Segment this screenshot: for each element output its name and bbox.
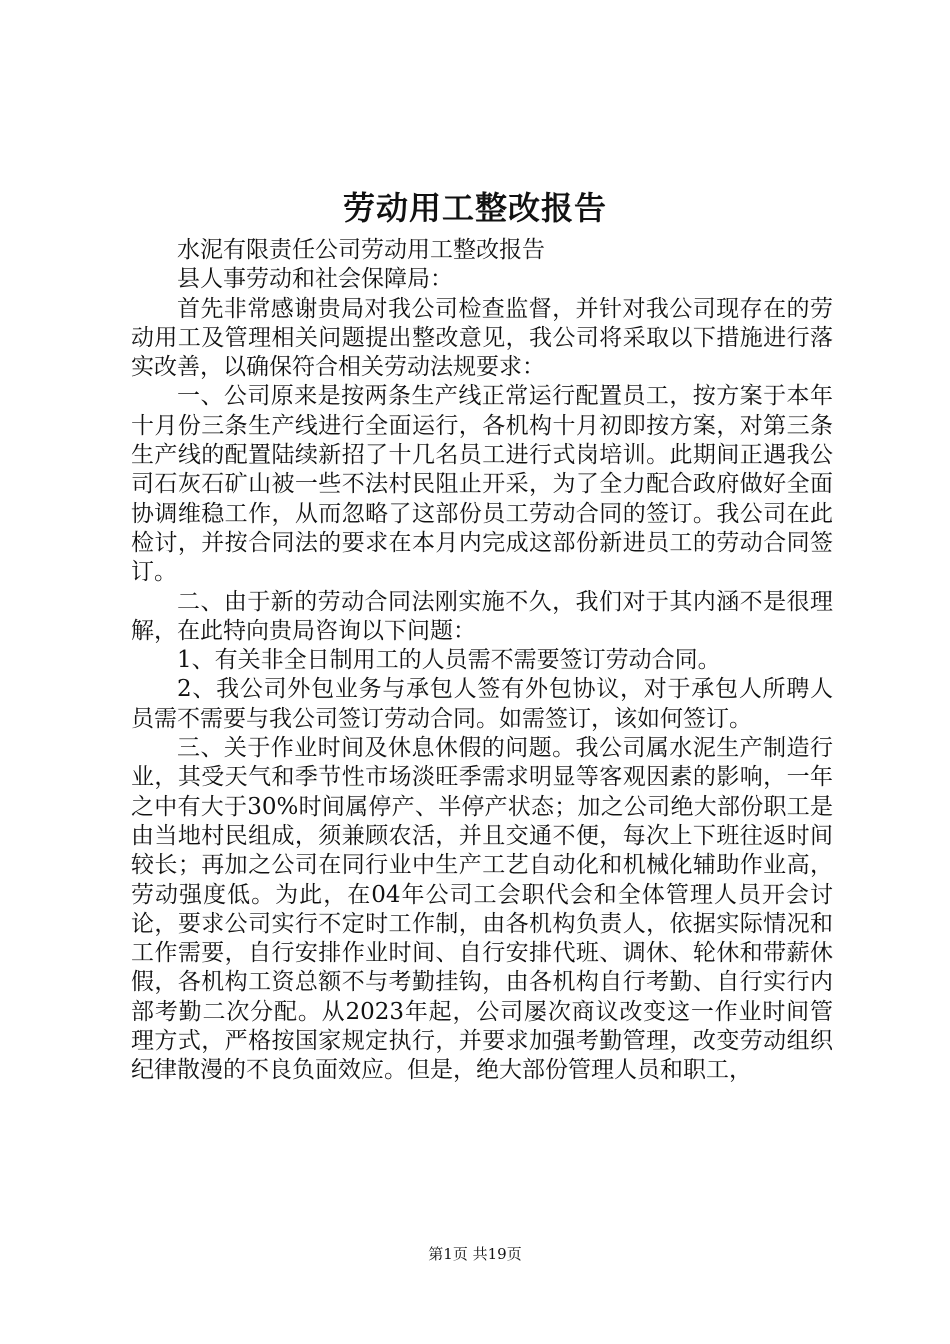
paragraph-section-3: 三、关于作业时间及休息休假的问题。我公司属水泥生产制造行业，其受天气和季节性市场淡旺季需求明显等客观因素的影响，一年之中有大于30%时间属停产、半停产状态；加之公司绝大部份职工是由当地村民组成，须兼顾农活，并且交通不便，每次上下班往返时间较长；再加之公司在同行业中生产工艺自动化和机械化辅助作业高，劳动强度低。为此，在04年公司工会职代会和全体管理人员开会讨论，要求公司实行不定时工作制，由各机构负责人，依据实际情况和工作需要，自行安排作业时间、自行安排代班、调休、轮休和带薪休假，各机构工资总额不与考勤挂钩，由各机构自行考勤、自行实行内部考勤二次分配。从2023年起，公司屡次商议改变这一作业时间管理方式，严格按国家规定执行，并要求加强考勤管理，改变劳动组织纪律散漫的不良负面效应。但是，绝大部份管理人员和职工， xyxy=(131,735,833,1084)
document-title: 劳动用工整改报告 xyxy=(342,189,607,227)
paragraph-intro: 首先非常感谢贵局对我公司检查监督，并针对我公司现存在的劳动用工及管理相关问题提出整改意见，我公司将采取以下措施进行落实改善，以确保符合相关劳动法规要求： xyxy=(131,295,833,381)
paragraph-addressee: 县人事劳动和社会保障局： xyxy=(177,266,453,293)
page-footer: 第1页 共19页 xyxy=(428,1245,522,1263)
paragraph-question-1: 1、有关非全日制用工的人员需不需要签订劳动合同。 xyxy=(177,647,721,674)
paragraph-section-1: 一、公司原来是按两条生产线正常运行配置员工，按方案于本年十月份三条生产线进行全面运行，各机构十月初即按方案，对第三条生产线的配置陆续新招了十几名员工进行式岗培训。此期间正遇我公司石灰石矿山被一些不法村民阻止开采，为了全力配合政府做好全面协调维稳工作，从而忽略了这部份员工劳动合同的签订。我公司在此检讨，并按合同法的要求在本月内完成这部份新进员工的劳动合同签订。 xyxy=(131,383,833,586)
paragraph-company-report-title: 水泥有限责任公司劳动用工整改报告 xyxy=(177,237,545,263)
paragraph-question-2: 2、我公司外包业务与承包人签有外包协议，对于承包人所聘人员需不需要与我公司签订劳动合同。如需签订，该如何签订。 xyxy=(131,676,833,732)
document-body xyxy=(131,236,833,1086)
paragraph-section-2: 二、由于新的劳动合同法刚实施不久，我们对于其内涵不是很理解，在此特向贵局咨询以下问题： xyxy=(131,588,833,644)
